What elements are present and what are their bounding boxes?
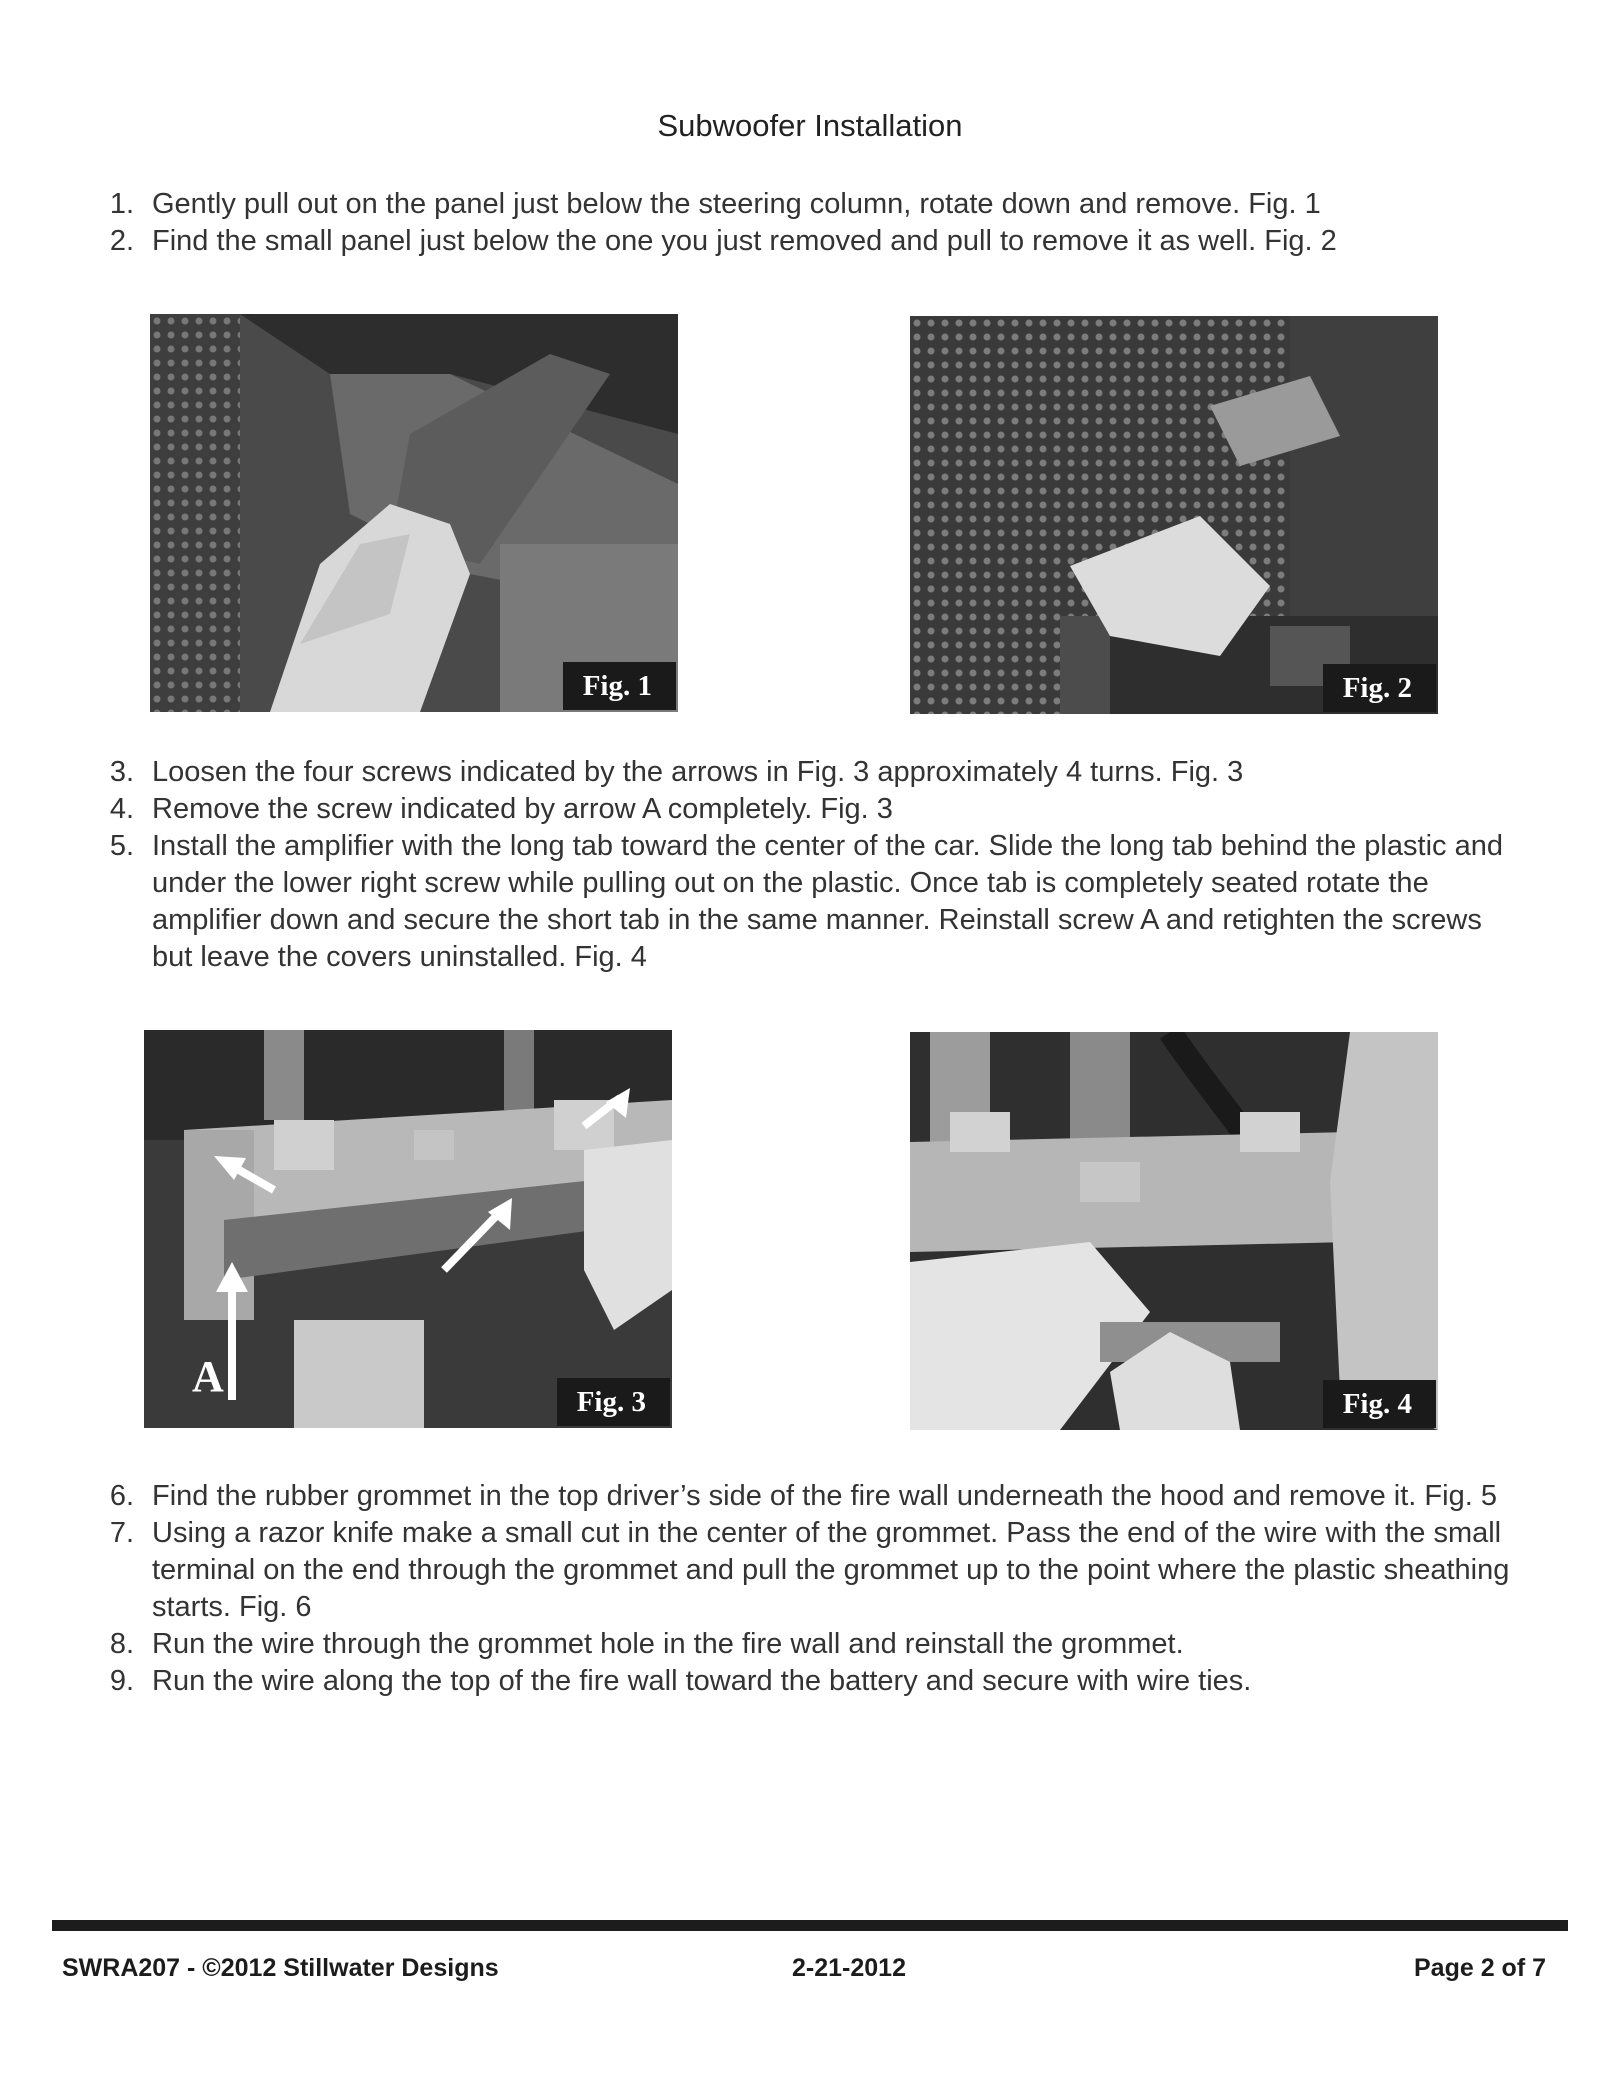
step-number: 6. bbox=[109, 1480, 134, 1512]
figure-label: Fig. 4 bbox=[1323, 1380, 1436, 1428]
arrow-a-label: A bbox=[192, 1352, 224, 1401]
step-number: 8. bbox=[109, 1628, 134, 1660]
steps-list-1 bbox=[0, 186, 1620, 260]
figure-label: Fig. 1 bbox=[563, 662, 676, 710]
step-item bbox=[0, 754, 1620, 791]
step-number: 9. bbox=[109, 1665, 134, 1697]
figure-label: Fig. 3 bbox=[557, 1378, 670, 1426]
figure-label: Fig. 2 bbox=[1323, 664, 1436, 712]
step-item bbox=[0, 1515, 1620, 1626]
footer-date: 2-21-2012 bbox=[792, 1954, 906, 1982]
step-item bbox=[0, 223, 1620, 260]
step-number: 4. bbox=[109, 793, 134, 825]
step-item bbox=[0, 1663, 1620, 1700]
step-text: Gently pull out on the panel just below the steering column, rotate down and remove. Fig. 1 bbox=[152, 188, 1321, 220]
step-text: Install the amplifier with the long tab toward the center of the car. Slide the long tab behind the plastic and under the lower right screw while pulling out on the plastic. Once tab is completely seated rotate the amplifier down and secure the short tab in the same manner. Reinstall screw A and retighten the screws but leave the covers uninstalled. Fig. 4 bbox=[152, 830, 1503, 973]
step-number: 3. bbox=[109, 756, 134, 788]
fig2-image bbox=[910, 316, 1438, 714]
step-item bbox=[0, 828, 1620, 976]
step-text: Run the wire along the top of the fire wall toward the battery and secure with wire ties. bbox=[152, 1665, 1252, 1697]
step-number: 1. bbox=[109, 188, 134, 220]
step-number: 7. bbox=[109, 1517, 134, 1549]
page-title: Subwoofer Installation bbox=[657, 108, 963, 143]
step-item bbox=[0, 1626, 1620, 1663]
step-text: Find the rubber grommet in the top driver’s side of the fire wall underneath the hood and remove it. Fig. 5 bbox=[152, 1480, 1497, 1512]
figure-4-photo bbox=[910, 1032, 1438, 1430]
step-item bbox=[0, 1478, 1620, 1515]
step-text: Loosen the four screws indicated by the arrows in Fig. 3 approximately 4 turns. Fig. 3 bbox=[152, 756, 1244, 788]
step-number: 5. bbox=[109, 830, 134, 862]
step-text: Using a razor knife make a small cut in the center of the grommet. Pass the end of the wire with the small terminal on the end through the grommet and pull the grommet up to the point where the plastic sheathing starts. Fig. 6 bbox=[152, 1517, 1510, 1623]
footer-document-id: SWRA207 - ©2012 Stillwater Designs bbox=[62, 1954, 499, 1982]
step-item bbox=[0, 186, 1620, 223]
figure-1-photo bbox=[150, 314, 678, 712]
fig1-image bbox=[150, 314, 678, 712]
step-number: 2. bbox=[109, 225, 134, 257]
figure-3-photo bbox=[144, 1030, 672, 1428]
step-text: Find the small panel just below the one you just removed and pull to remove it as well. Fig. 2 bbox=[152, 225, 1337, 257]
step-text: Run the wire through the grommet hole in the fire wall and reinstall the grommet. bbox=[152, 1628, 1184, 1660]
figure-2-photo bbox=[910, 316, 1438, 714]
footer-page-number: Page 2 of 7 bbox=[1414, 1954, 1546, 1982]
steps-list-2 bbox=[0, 754, 1620, 976]
step-text: Remove the screw indicated by arrow A completely. Fig. 3 bbox=[152, 793, 893, 825]
fig4-image bbox=[910, 1032, 1438, 1430]
footer-divider bbox=[52, 1920, 1568, 1931]
step-item bbox=[0, 791, 1620, 828]
steps-list-3 bbox=[0, 1478, 1620, 1700]
